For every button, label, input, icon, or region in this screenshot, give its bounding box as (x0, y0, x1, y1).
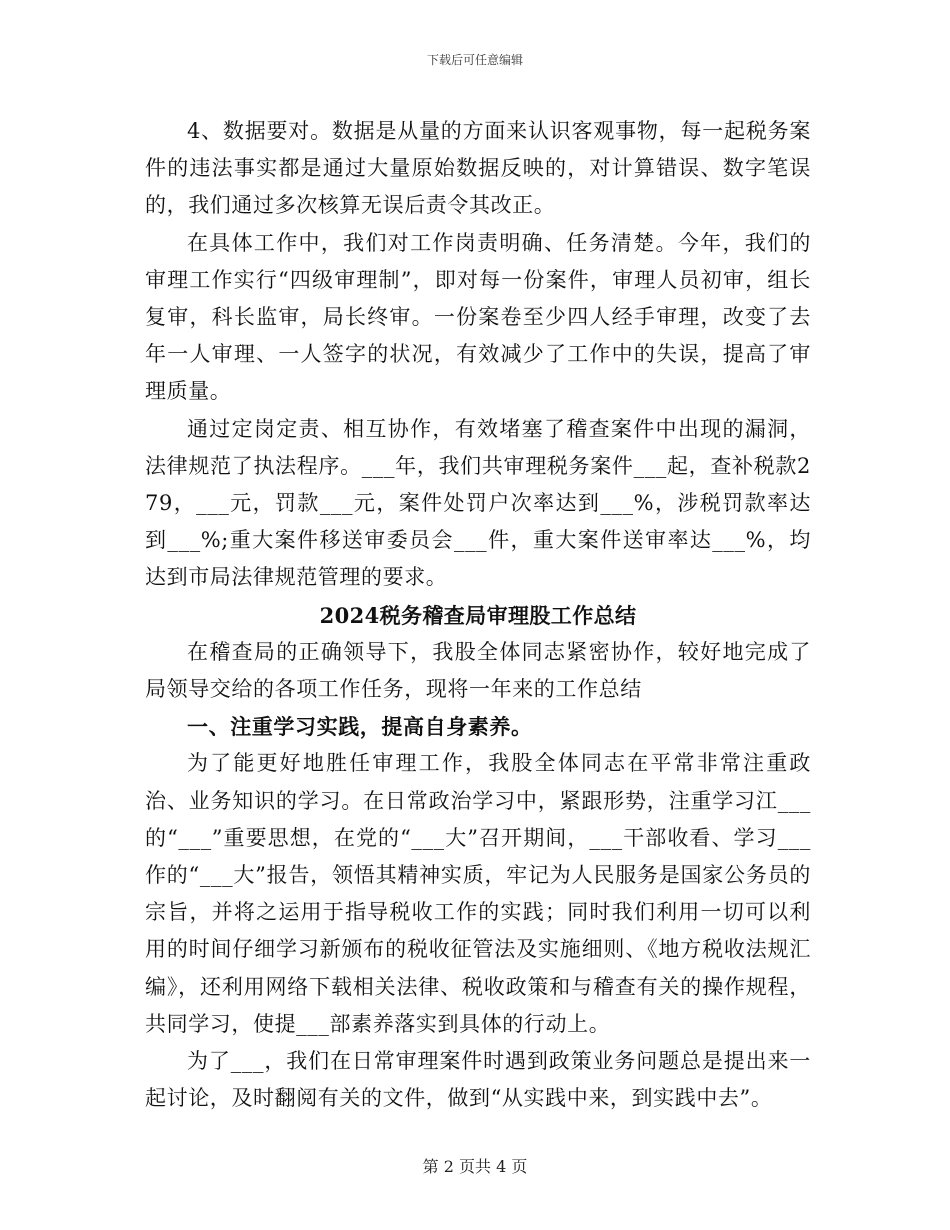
page-header-note: 下载后可任意编辑 (426, 53, 523, 67)
paragraph-study-practice: 为了能更好地胜任审理工作，我股全体同志在平常非常注重政治、业务知识的学习。在日常政治学习中，紧跟形势，注重学习江___的“___”重要思想，在党的“___大”召开期间，___干部收看、学习___作的“___大”报告，领悟其精神实质，牢记为人民服务是国家公务员的宗旨，并将之运用于指导税收工作的实践；同时我们利用一切可以利用的时间仔细学习新颁布的税收征管法及实施细则、《地方税收法规汇编》，还利用网络下载相关法律、税收政策和与稽查有关的操作规程，共同学习，使提___部素养落实到具体的行动上。 (145, 751, 811, 1036)
document-body (145, 113, 811, 1117)
paragraph-discussion: 为了___，我们在日常审理案件时遇到政策业务问题总是提出来一起讨论，及时翻阅有关的文件，做到“从实践中来，到实践中去”。 (145, 1049, 811, 1111)
document-title: 2024税务稽查局审理股工作总结 (319, 602, 637, 628)
page-number: 第 2 页共 4 页 (422, 1157, 528, 1176)
section-heading-1: 一、注重学习实践，提高自身素养。 (187, 714, 533, 740)
paragraph-data-accuracy: 4、数据要对。数据是从量的方面来认识客观事物，每一起税务案件的违法事实都是通过大量原始数据反映的，对计算错误、数字笔误的，我们通过多次核算无误后责令其改正。 (145, 119, 811, 218)
paragraph-review-system: 在具体工作中，我们对工作岗责明确、任务清楚。今年，我们的审理工作实行“四级审理制”，即对每一份案件，审理人员初审，组长复审，科长监审，局长终审。一份案卷至少四人经手审理，改变了去年一人审理、一人签字的状况，有效减少了工作中的失误，提高了审理质量。 (145, 230, 811, 404)
paragraph-case-statistics: 通过定岗定责、相互协作，有效堵塞了稽查案件中出现的漏洞，法律规范了执法程序。___年，我们共审理税务案件___起，查补税款279，___元，罚款___元，案件处罚户次率达到___%，涉税罚款率达到___%;重大案件移送审委员会___件，重大案件送审率达___%，均达到市局法律规范管理的要求。 (145, 416, 811, 590)
paragraph-intro: 在稽查局的正确领导下，我股全体同志紧密协作，较好地完成了局领导交给的各项工作任务，现将一年来的工作总结 (145, 639, 811, 702)
